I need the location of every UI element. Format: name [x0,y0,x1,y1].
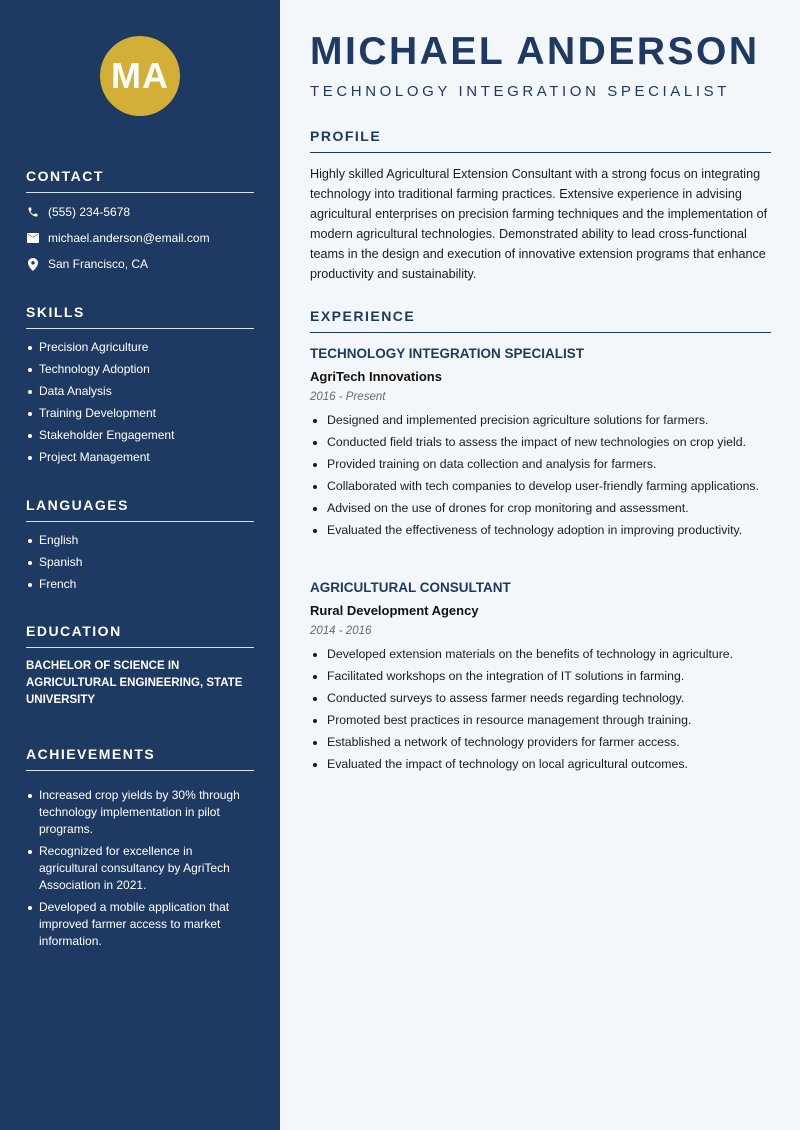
list-item: Recognized for excellence in agricultural consultancy by AgriTech Association in 2021. [26,843,254,894]
job-bullets [310,412,771,540]
list-item: Stakeholder Engagement [26,427,254,444]
list-item: English [26,532,254,549]
profile-text: Highly skilled Agricultural Extension Consultant with a strong focus on integrating technology into traditional farming practices. Extensive experience in advising agricultural enterprises on precision farming techniques and the implementation of modern agricultural technologies. Demonstrated ability to lead cross-functional teams in the design and execution of innovative extension programs that enhance productivity and sustainability. [310,167,768,281]
phone-text: (555) 234-5678 [48,205,131,219]
list-item: Developed a mobile application that improved farmer access to market information. [26,899,254,950]
list-item: Established a network of technology providers for farmer access. [310,734,771,752]
list-item: Evaluated the effectiveness of technology adoption in improving productivity. [310,522,771,540]
contact-heading: CONTACT [26,168,254,193]
experience-heading: EXPERIENCE [310,308,771,333]
achievements-list [26,787,254,950]
list-item: Project Management [26,449,254,466]
skills-section [26,304,254,471]
job-dates: 2016 - Present [310,391,386,403]
job-bullets [310,646,771,774]
list-item: Developed extension materials on the benefits of technology in agriculture. [310,646,771,664]
phone-icon [26,205,40,219]
achievements-heading: ACHIEVEMENTS [26,746,254,771]
list-item: Promoted best practices in resource management through training. [310,712,771,730]
achievements-section [26,746,254,955]
list-item: Increased crop yields by 30% through technology implementation in pilot programs. [26,787,254,838]
languages-heading: LANGUAGES [26,497,254,522]
email-text: michael.anderson@email.com [48,231,210,245]
languages-list [26,532,254,593]
languages-section [26,497,254,598]
list-item: Conducted field trials to assess the impact of new technologies on crop yield. [310,434,771,452]
map-pin-icon [26,257,40,271]
list-item: French [26,576,254,593]
list-item: Training Development [26,405,254,422]
job-position: TECHNOLOGY INTEGRATION SPECIALIST [310,346,585,361]
location-text: San Francisco, CA [48,257,149,271]
contact-phone [26,199,254,225]
list-item: Evaluated the impact of technology on local agricultural outcomes. [310,756,771,774]
avatar [100,36,180,116]
list-item: Data Analysis [26,383,254,400]
skills-list [26,339,254,466]
education-heading: EDUCATION [26,623,254,648]
list-item: Designed and implemented precision agriculture solutions for farmers. [310,412,771,430]
candidate-name: MICHAEL ANDERSON [310,30,760,73]
list-item: Advised on the use of drones for crop monitoring and assessment. [310,500,771,518]
education-degree: BACHELOR OF SCIENCE IN AGRICULTURAL ENGINEERING, STATE UNIVERSITY [26,660,243,706]
contact-location [26,251,254,277]
list-item: Spanish [26,554,254,571]
envelope-icon [26,231,40,245]
job-entry [310,580,771,778]
contact-section [26,168,254,277]
contact-email [26,225,254,251]
list-item: Precision Agriculture [26,339,254,356]
job-company: AgriTech Innovations [310,369,442,384]
skills-heading: SKILLS [26,304,254,329]
list-item: Provided training on data collection and analysis for farmers. [310,456,771,474]
job-title: TECHNOLOGY INTEGRATION SPECIALIST [310,83,730,100]
education-section [26,623,254,709]
list-item: Facilitated workshops on the integration of IT solutions in farming. [310,668,771,686]
profile-heading: PROFILE [310,128,771,153]
list-item: Technology Adoption [26,361,254,378]
job-dates: 2014 - 2016 [310,625,372,637]
job-entry [310,346,771,544]
list-item: Conducted surveys to assess farmer needs regarding technology. [310,690,771,708]
job-company: Rural Development Agency [310,603,479,618]
sidebar [0,0,280,1130]
avatar-initials: MA [111,55,169,96]
list-item: Collaborated with tech companies to develop user-friendly farming applications. [310,478,771,496]
job-position: AGRICULTURAL CONSULTANT [310,580,511,595]
